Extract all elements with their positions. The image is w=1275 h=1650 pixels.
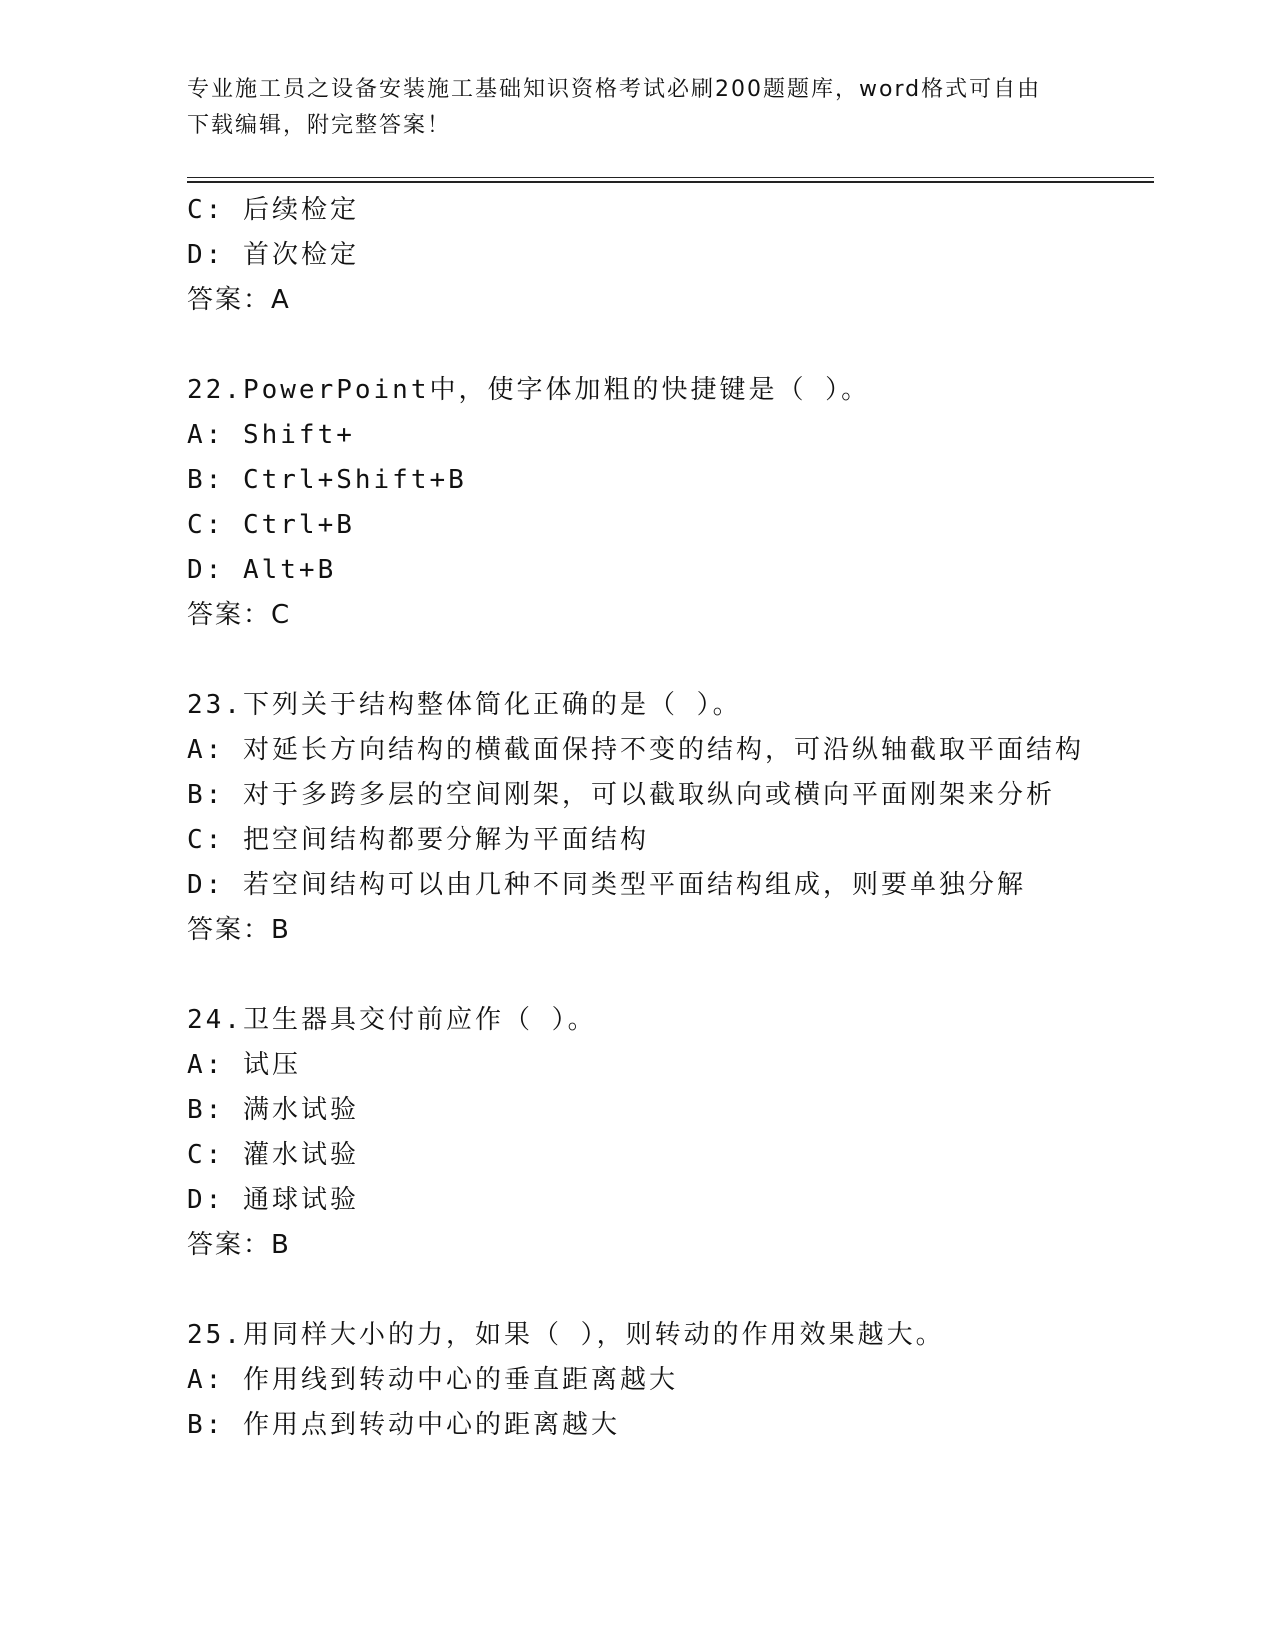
- q24-option-b: B: 满水试验: [187, 1095, 359, 1125]
- q24-option-c: C: 灌水试验: [187, 1140, 359, 1170]
- q22-option-a: A: Shift+: [187, 420, 355, 450]
- q24-option-d: D: 通球试验: [187, 1185, 359, 1215]
- q23-answer: 答案：B: [187, 915, 291, 945]
- q22-stem: 22.PowerPoint中，使字体加粗的快捷键是（ ）。: [187, 375, 871, 405]
- q21-answer: 答案：A: [187, 285, 291, 315]
- q21-option-c: C: 后续检定: [187, 195, 359, 225]
- q23-stem: 23.下列关于结构整体简化正确的是（ ）。: [187, 690, 742, 720]
- header-divider-thick: [187, 181, 1154, 183]
- q22-option-c: C: Ctrl+B: [187, 510, 355, 540]
- q23-option-a: A: 对延长方向结构的横截面保持不变的结构，可沿纵轴截取平面结构: [187, 735, 1084, 765]
- header-line-2: 下载编辑，附完整答案！: [187, 113, 452, 138]
- q23-option-c: C: 把空间结构都要分解为平面结构: [187, 825, 649, 855]
- header-line-1: 专业施工员之设备安装施工基础知识资格考试必刷200题题库，word格式可自由: [187, 77, 1042, 102]
- q22-option-d: D: Alt+B: [187, 555, 337, 585]
- q24-answer: 答案：B: [187, 1230, 291, 1260]
- q22-option-b: B: Ctrl+Shift+B: [187, 465, 467, 495]
- q24-option-a: A: 试压: [187, 1050, 301, 1080]
- q25-option-a: A: 作用线到转动中心的垂直距离越大: [187, 1365, 678, 1395]
- header-divider-thin: [187, 177, 1154, 178]
- q25-stem: 25.用同样大小的力，如果（ ），则转动的作用效果越大。: [187, 1320, 945, 1350]
- q25-option-b: B: 作用点到转动中心的距离越大: [187, 1410, 620, 1440]
- document-header: [187, 72, 1067, 144]
- q21-option-d: D: 首次检定: [187, 240, 359, 270]
- q23-option-b: B: 对于多跨多层的空间刚架，可以截取纵向或横向平面刚架来分析: [187, 780, 1055, 810]
- q22-answer: 答案：C: [187, 600, 292, 630]
- q24-stem: 24.卫生器具交付前应作（ ）。: [187, 1005, 597, 1035]
- q23-option-d: D: 若空间结构可以由几种不同类型平面结构组成，则要单独分解: [187, 870, 1026, 900]
